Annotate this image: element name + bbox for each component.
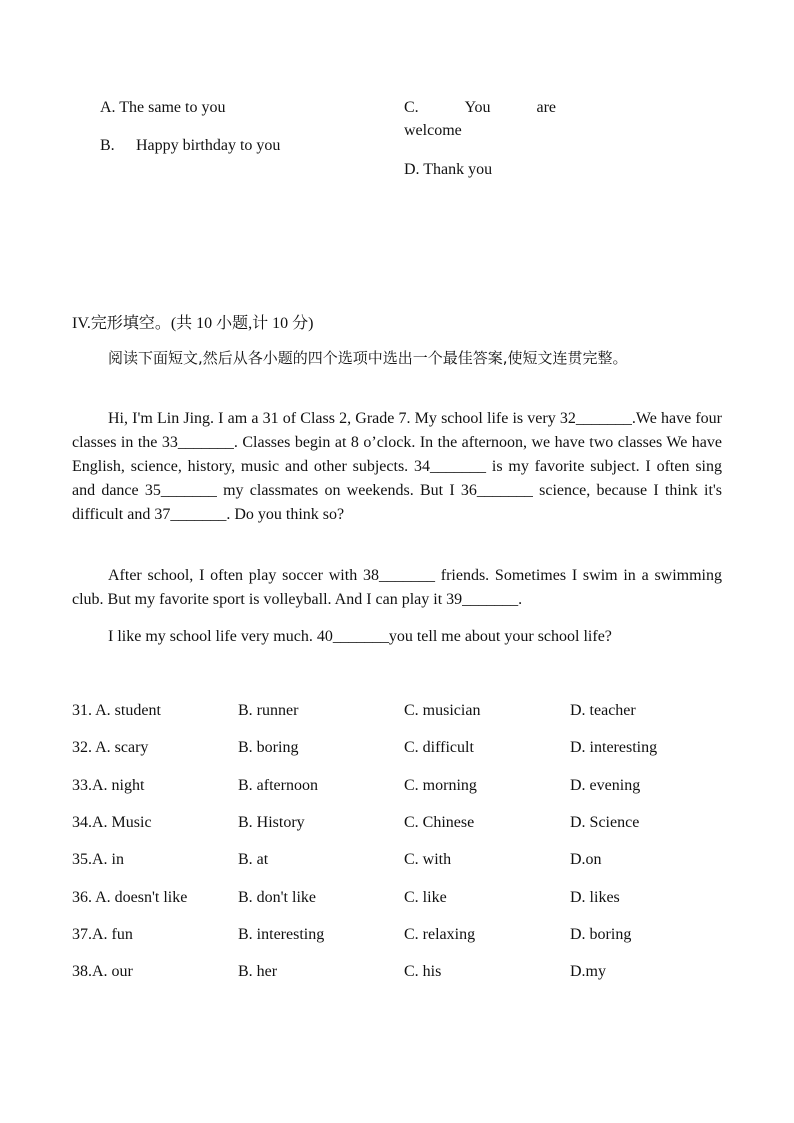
- choice-c: C. morning: [404, 777, 477, 794]
- choice-a: 36. A. doesn't like: [72, 889, 188, 906]
- option-c: [404, 99, 556, 140]
- choice-a: 34.A. Music: [72, 814, 152, 831]
- choice-c: C. like: [404, 889, 447, 906]
- choice-a: 31. A. student: [72, 702, 161, 719]
- question-row: [72, 777, 722, 801]
- section-instructions: 阅读下面短文,然后从各小题的四个选项中选出一个最佳答案,使短文连贯完整。: [108, 349, 628, 367]
- choice-d: D.on: [570, 851, 602, 868]
- choice-c: C. relaxing: [404, 926, 476, 943]
- option-d: D. Thank you: [404, 161, 493, 178]
- question-row: [72, 926, 722, 950]
- choice-d: D. boring: [570, 926, 632, 943]
- choice-b: B. afternoon: [238, 777, 318, 794]
- choice-d: D. Science: [570, 814, 640, 831]
- passage-paragraph-2: After school, I often play soccer with 38_______ friends. Sometimes I swim in a swimming club. But my favorite sport is volleyball. And I can play it 39_______.: [72, 567, 722, 608]
- choice-b: B. boring: [238, 739, 299, 756]
- option-c-label: C.: [404, 99, 419, 116]
- question-row: [72, 814, 722, 838]
- choice-a: 32. A. scary: [72, 739, 149, 756]
- option-c-word-1: You: [464, 99, 491, 116]
- option-c-word-3: welcome: [404, 122, 462, 139]
- option-a: A. The same to you: [100, 99, 226, 116]
- option-b: [100, 137, 280, 155]
- option-c-word-2: are: [536, 99, 556, 116]
- choice-b: B. her: [238, 963, 278, 980]
- choice-b: B. runner: [238, 702, 299, 719]
- choice-b: B. don't like: [238, 889, 316, 906]
- choice-c: C. difficult: [404, 739, 474, 756]
- question-row: [72, 739, 722, 763]
- choice-d: D. evening: [570, 777, 641, 794]
- choice-c: C. with: [404, 851, 452, 868]
- choice-d: D. likes: [570, 889, 620, 906]
- choice-b: B. at: [238, 851, 269, 868]
- question-row: [72, 851, 722, 875]
- choice-a: 38.A. our: [72, 963, 133, 980]
- passage-paragraph-3: I like my school life very much. 40_______you tell me about your school life?: [108, 628, 612, 645]
- question-row: [72, 702, 722, 726]
- choice-d: D.my: [570, 963, 606, 980]
- choice-b: B. History: [238, 814, 305, 831]
- choice-a: 37.A. fun: [72, 926, 133, 943]
- section-title: IV.完形填空。(共 10 小题,计 10 分): [72, 315, 314, 332]
- choice-a: 35.A. in: [72, 851, 124, 868]
- choice-b: B. interesting: [238, 926, 325, 943]
- question-row: [72, 889, 722, 913]
- passage-paragraph-1: Hi, I'm Lin Jing. I am a 31 of Class 2, Grade 7. My school life is very 32_______.We have four classes in the 33_______. Classes begin at 8 o’clock. In the afternoon, we have two classes We have English, science, history, music and other subjects. 34_______ is my favorite subject. I often sing and dance 35_______ my classmates on weekends. But I 36_______ science, because I think it's difficult and 37_______. Do you think so?: [72, 410, 722, 523]
- choice-a: 33.A. night: [72, 777, 145, 794]
- question-row: [72, 963, 722, 987]
- choice-c: C. his: [404, 963, 442, 980]
- option-b-text: Happy birthday to you: [136, 137, 281, 154]
- choice-d: D. teacher: [570, 702, 636, 719]
- option-b-label: B.: [100, 137, 115, 154]
- choice-c: C. Chinese: [404, 814, 475, 831]
- choice-d: D. interesting: [570, 739, 658, 756]
- choice-c: C. musician: [404, 702, 481, 719]
